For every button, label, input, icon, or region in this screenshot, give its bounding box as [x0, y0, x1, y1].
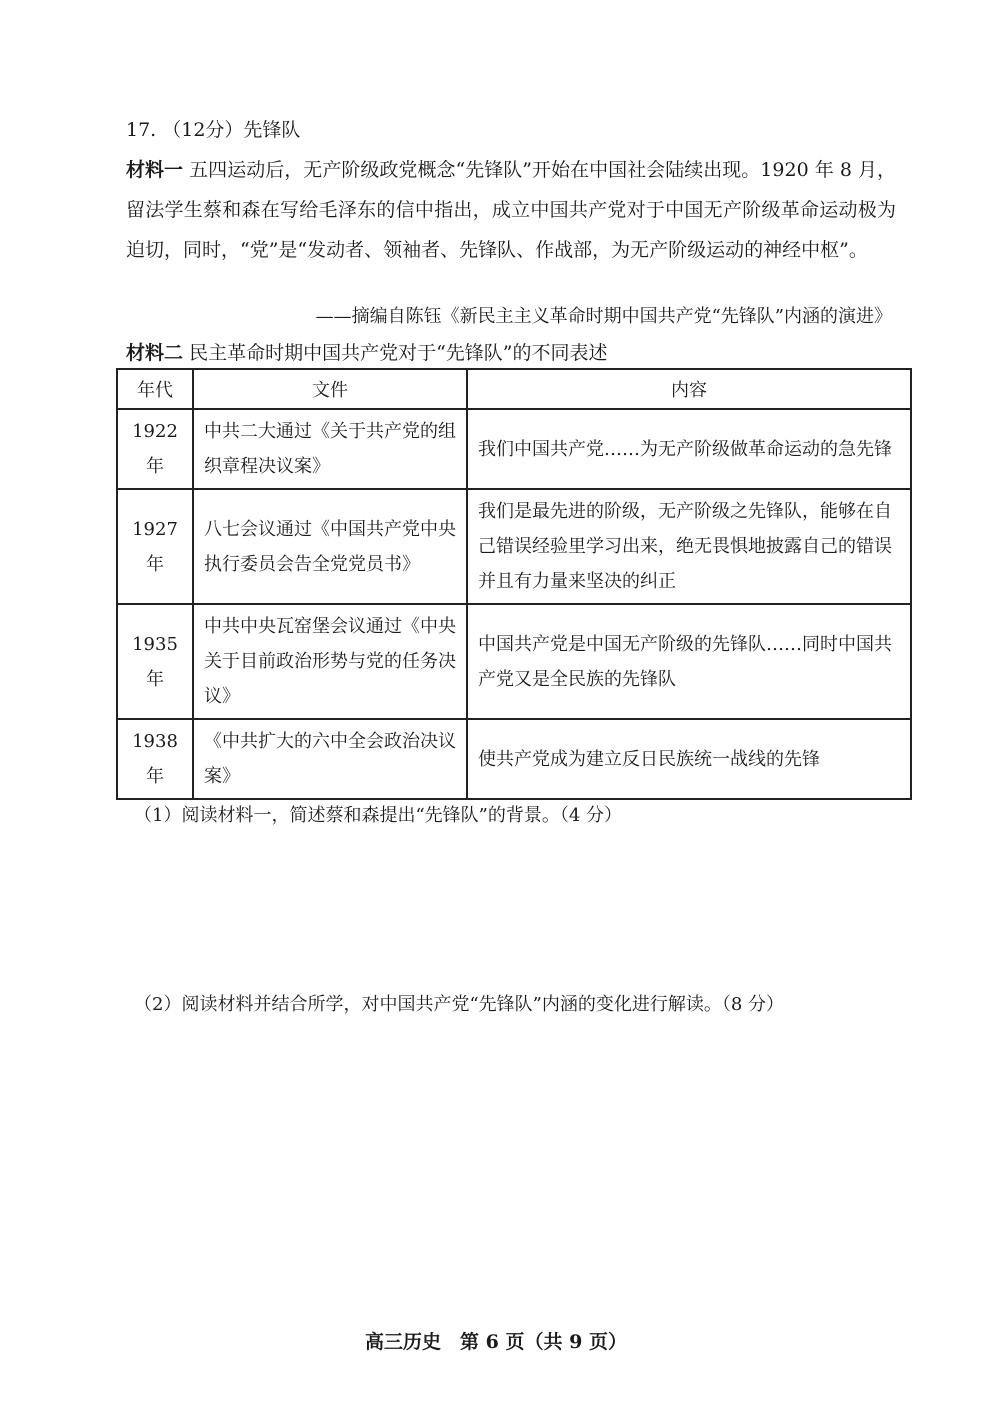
row-document: 中共中央瓦窑堡会议通过《中央关于目前政治形势与党的任务决议》: [193, 604, 467, 719]
row-content: 我们中国共产党……为无产阶级做革命运动的急先锋: [467, 409, 911, 489]
table-row: [117, 409, 911, 489]
row-document: 中共二大通过《关于共产党的组织章程决议案》: [193, 409, 467, 489]
table-header-row: [117, 369, 911, 409]
table-header-document: 文件: [193, 369, 467, 409]
row-year: 1938年: [117, 719, 193, 799]
material-one-text: 五四运动后，无产阶级政党概念“先锋队”开始在中国社会陆续出现。1920 年 8 月，留法学生蔡和森在写给毛泽东的信中指出，成立中国共产党对于中国无产阶级革命运动极为迫切，同时，“党”是“发动者、领袖者、先锋队、作战部，为无产阶级运动的神经中枢”。: [126, 159, 896, 261]
material-two-heading: [126, 338, 608, 365]
material-two-title: 民主革命时期中国共产党对于“先锋队”的不同表述: [189, 342, 608, 364]
table-row: [117, 719, 911, 799]
material-two-label: 材料二: [126, 342, 184, 364]
vanguard-table: [116, 368, 912, 800]
page-footer: 高三历史 第 6 页（共 9 页）: [365, 1331, 627, 1353]
row-year: 1922年: [117, 409, 193, 489]
question-title: 17. （12分）先锋队: [126, 119, 301, 141]
material-one-source: ——摘编自陈钰《新民主主义革命时期中国共产党“先锋队”内涵的演进》: [315, 306, 892, 327]
table-row: [117, 489, 911, 604]
row-year: 1927年: [117, 489, 193, 604]
table-header-content: 内容: [467, 369, 911, 409]
row-content: 中国共产党是中国无产阶级的先锋队……同时中国共产党又是全民族的先锋队: [467, 604, 911, 719]
material-one: [126, 150, 896, 270]
table-row: [117, 604, 911, 719]
row-year: 1935年: [117, 604, 193, 719]
subquestion-two: （2）阅读材料并结合所学，对中国共产党“先锋队”内涵的变化进行解读。（8 分）: [134, 994, 785, 1015]
row-content: 使共产党成为建立反日民族统一战线的先锋: [467, 719, 911, 799]
material-one-label: 材料一: [126, 159, 184, 181]
table-header-year: 年代: [117, 369, 193, 409]
row-content: 我们是最先进的阶级，无产阶级之先锋队，能够在自己错误经验里学习出来，绝无畏惧地披露自己的错误并且有力量来坚决的纠正: [467, 489, 911, 604]
row-document: 《中共扩大的六中全会政治决议案》: [193, 719, 467, 799]
subquestion-one: （1）阅读材料一，简述蔡和森提出“先锋队”的背景。（4 分）: [134, 805, 623, 826]
row-document: 八七会议通过《中国共产党中央执行委员会告全党党员书》: [193, 489, 467, 604]
